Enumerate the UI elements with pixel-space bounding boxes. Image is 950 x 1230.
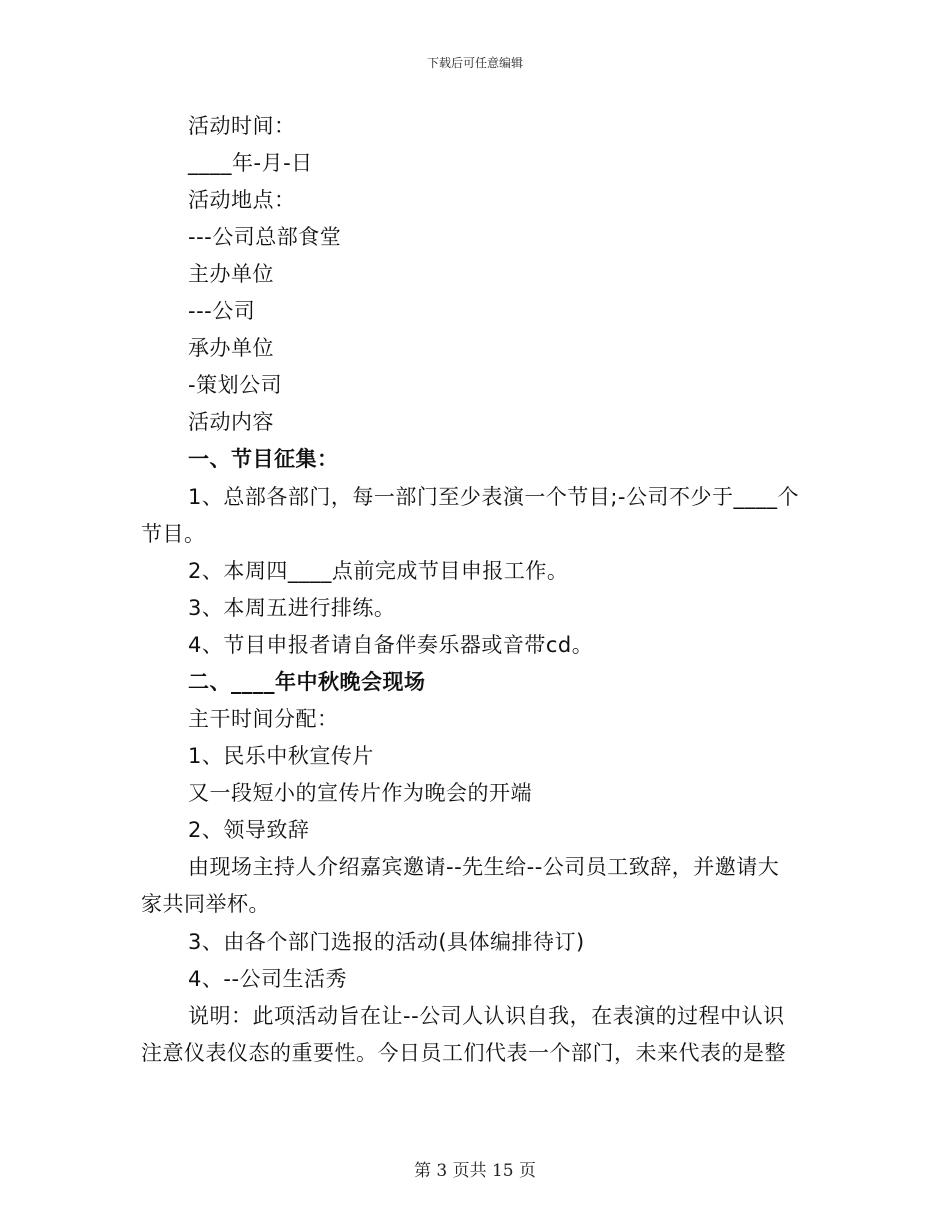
page-header: 下载后可任意编辑	[426, 56, 523, 70]
section-heading: 一、节目征集：	[188, 447, 339, 471]
text-line: 3、本周五进行排练。	[188, 596, 396, 620]
text-line: 节目。	[141, 522, 206, 546]
text-line: 说明：此项活动旨在让--公司人认识自我，在表演的过程中认识	[188, 1004, 785, 1028]
text-line: 4、节目申报者请自备伴奏乐器或音带cd。	[188, 633, 594, 657]
text-line: ---公司总部食堂	[188, 225, 342, 249]
text-line: -策划公司	[188, 373, 283, 397]
text-line: 注意仪表仪态的重要性。今日员工们代表一个部门，未来代表的是整	[141, 1041, 786, 1065]
text-line: 活动时间：	[188, 114, 296, 138]
text-line: 2、领导致辞	[188, 818, 310, 842]
text-line: 1、总部各部门，每一部门至少表演一个节目;-公司不少于____个	[188, 485, 800, 509]
page-footer: 第 3 页共 15 页	[413, 1161, 537, 1181]
text-line: 主办单位	[188, 262, 274, 286]
text-line: 由现场主持人介绍嘉宾邀请--先生给--公司员工致辞，并邀请大	[188, 855, 780, 879]
text-line: 1、民乐中秋宣传片	[188, 744, 374, 768]
section-heading: 二、____年中秋晚会现场	[188, 670, 426, 694]
text-line: 活动内容	[188, 410, 274, 434]
text-line: 家共同举杯。	[141, 892, 270, 916]
text-line: ---公司	[188, 299, 256, 323]
text-line: 2、本周四____点前完成节目申报工作。	[188, 559, 569, 583]
text-line: 又一段短小的宣传片作为晚会的开端	[188, 781, 532, 805]
text-line: 活动地点：	[188, 188, 296, 212]
text-line: 主干时间分配：	[188, 707, 339, 731]
text-line: 3、由各个部门选报的活动(具体编排待订)	[188, 930, 585, 954]
text-line: ____年-月-日	[188, 151, 313, 175]
text-line: 4、--公司生活秀	[188, 967, 348, 991]
text-line: 承办单位	[188, 336, 274, 360]
